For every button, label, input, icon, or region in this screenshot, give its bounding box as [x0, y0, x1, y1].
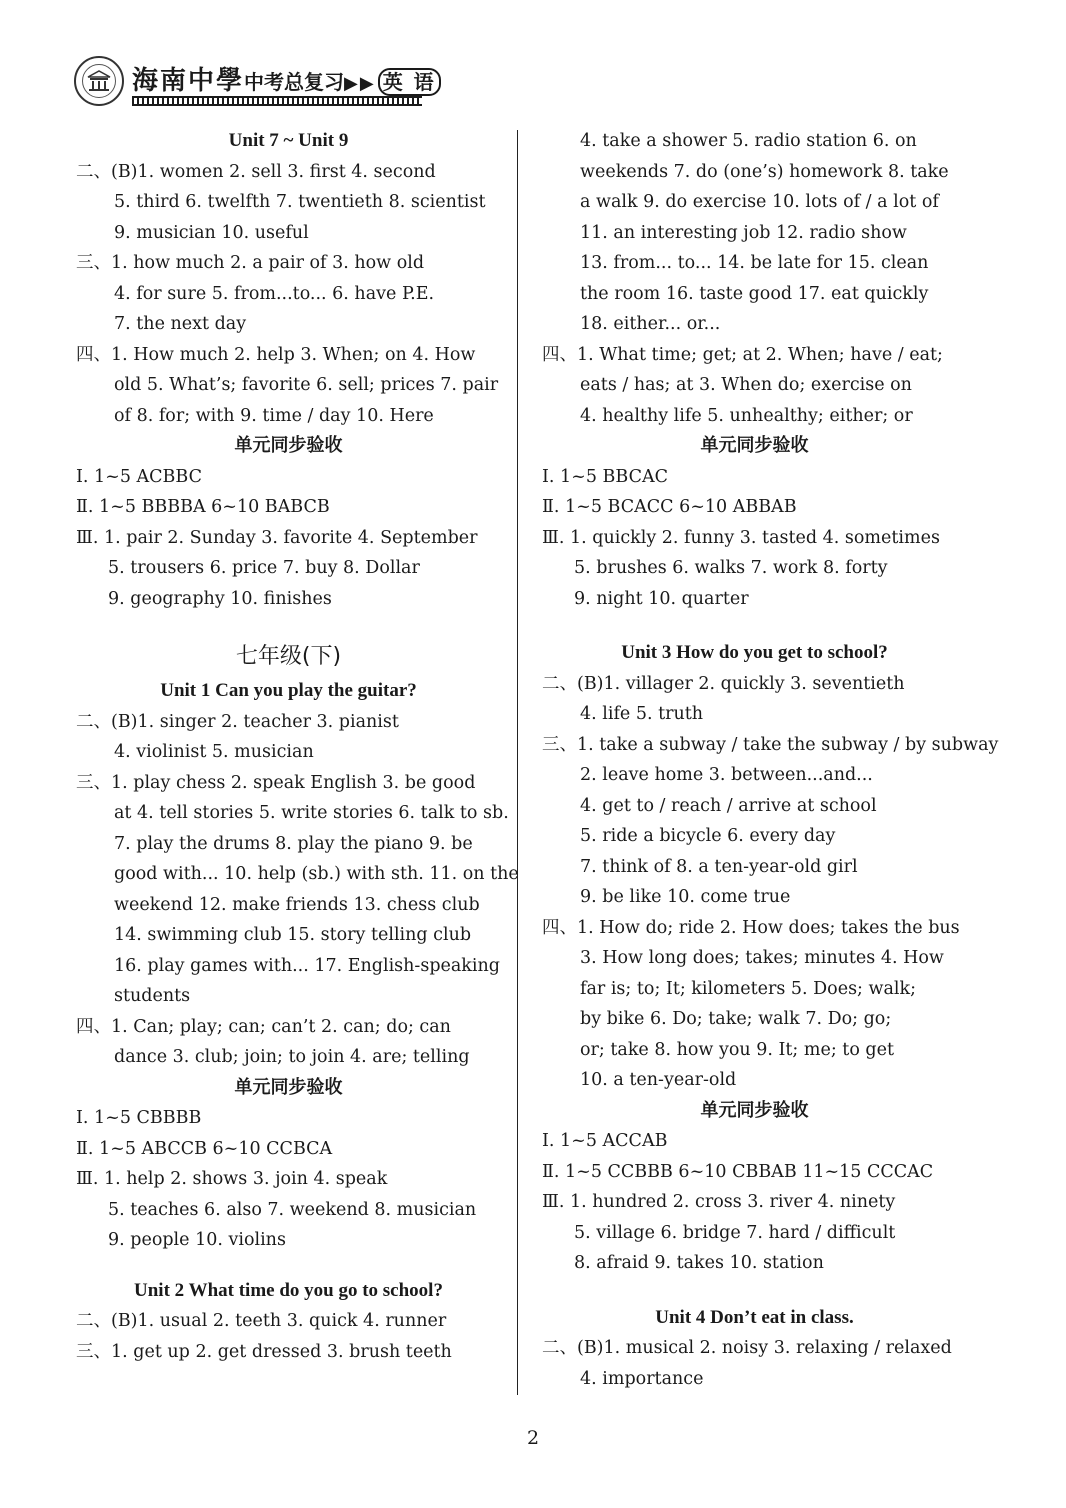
- page-header: [74, 56, 436, 108]
- section-heading: 单元同步验收: [700, 435, 809, 456]
- answer-line: 5. third 6. twelfth 7. twentieth 8. scientist: [114, 192, 486, 212]
- answer-line: Ⅰ. 1~5 BBCAC: [542, 466, 668, 487]
- answer-line: 13. from... to... 14. be late for 15. clean: [580, 253, 929, 273]
- answer-line: 9. night 10. quarter: [574, 588, 749, 609]
- answer-line: 二、(B)1. usual 2. teeth 3. quick 4. runner: [76, 1311, 447, 1331]
- answer-line: good with... 10. help (sb.) with sth. 11. on the: [114, 864, 519, 884]
- answer-line: Ⅲ. 1. hundred 2. cross 3. river 4. ninety: [542, 1192, 896, 1212]
- answer-line: 9. people 10. violins: [108, 1230, 286, 1250]
- answer-line: 二、(B)1. villager 2. quickly 3. seventieth: [542, 673, 905, 694]
- answer-line: 7. the next day: [114, 314, 247, 334]
- left-column: [76, 126, 519, 1367]
- answer-line: Ⅱ. 1~5 CCBBB 6~10 CBBAB 11~15 CCCAC: [542, 1161, 934, 1182]
- subject-badge: 英 语: [378, 68, 441, 96]
- answer-line: 三、1. get up 2. get dressed 3. brush teeth: [76, 1341, 452, 1362]
- answer-line: 5. trousers 6. price 7. buy 8. Dollar: [108, 558, 420, 578]
- unit-title: Unit 7 ~ Unit 9: [228, 130, 349, 151]
- answer-line: 四、1. How much 2. help 3. When; on 4. How: [76, 344, 476, 365]
- answer-line: 二、(B)1. women 2. sell 3. first 4. second: [76, 161, 436, 182]
- answer-line: 11. an interesting job 12. radio show: [580, 222, 907, 243]
- answer-line: old 5. What’s; favorite 6. sell; prices 7. pair: [114, 375, 499, 395]
- answer-line: by bike 6. Do; take; walk 7. Do; go;: [580, 1009, 892, 1029]
- answer-line: 3. How long does; takes; minutes 4. How: [580, 948, 944, 968]
- unit-title: Unit 4 Don’t eat in class.: [655, 1306, 854, 1328]
- brand-name: 海南中學: [132, 66, 245, 96]
- header-title: [132, 60, 441, 97]
- answer-line: 7. play the drums 8. play the piano 9. be: [114, 833, 473, 854]
- answer-line: 14. swimming club 15. story telling club: [114, 925, 472, 945]
- answer-line: or; take 8. how you 9. It; me; to get: [580, 1039, 895, 1060]
- answer-line: 5. village 6. bridge 7. hard / difficult: [574, 1222, 896, 1243]
- answer-line: 5. ride a bicycle 6. every day: [580, 826, 836, 846]
- answer-line: 4. take a shower 5. radio station 6. on: [580, 131, 917, 151]
- unit-title: Unit 1 Can you play the guitar?: [160, 680, 417, 701]
- answer-line: 三、1. take a subway / take the subway / by subway: [542, 734, 999, 755]
- answer-line: 9. musician 10. useful: [114, 222, 309, 243]
- answer-line: students: [114, 986, 191, 1006]
- answer-line: at 4. tell stories 5. write stories 6. talk to sb.: [114, 803, 509, 823]
- unit-title: Unit 3 How do you get to school?: [621, 642, 888, 663]
- answer-line: 四、1. Can; play; can; can’t 2. can; do; can: [76, 1016, 451, 1037]
- answer-line: 三、1. play chess 2. speak English 3. be good: [76, 772, 476, 793]
- answer-line: 4. get to / reach / arrive at school: [580, 795, 877, 816]
- answer-line: the room 16. taste good 17. eat quickly: [580, 283, 929, 304]
- answer-line: 二、(B)1. singer 2. teacher 3. pianist: [76, 711, 399, 732]
- answer-line: 5. teaches 6. also 7. weekend 8. musician: [108, 1199, 477, 1220]
- unit-title: Unit 2 What time do you go to school?: [134, 1279, 443, 1301]
- right-column: [542, 126, 999, 1394]
- answer-line: 5. brushes 6. walks 7. work 8. forty: [574, 558, 888, 578]
- answer-line: Ⅰ. 1~5 ACCAB: [542, 1131, 668, 1151]
- answer-line: 4. for sure 5. from...to... 6. have P.E.: [114, 283, 435, 304]
- arrow-icon: ▶▶: [344, 73, 376, 94]
- answer-line: 16. play games with... 17. English-speaking: [114, 955, 500, 976]
- answer-line: 三、1. how much 2. a pair of 3. how old: [76, 253, 425, 273]
- answer-line: eats / has; at 3. When do; exercise on: [580, 375, 912, 395]
- section-heading: 单元同步验收: [234, 1076, 343, 1098]
- answer-line: Ⅲ. 1. quickly 2. funny 3. tasted 4. sometimes: [542, 527, 940, 548]
- answer-line: of 8. for; with 9. time / day 10. Here: [114, 405, 434, 426]
- section-heading: 单元同步验收: [700, 1099, 809, 1121]
- answer-line: 4. violinist 5. musician: [114, 742, 314, 762]
- answer-line: weekends 7. do (one’s) homework 8. take: [580, 161, 949, 182]
- answer-line: 4. life 5. truth: [580, 704, 704, 724]
- answer-line: 18. either... or...: [580, 314, 721, 334]
- answer-line: weekend 12. make friends 13. chess club: [114, 894, 480, 915]
- page-number: 2: [526, 1427, 540, 1449]
- answer-line: Ⅱ. 1~5 BBBBA 6~10 BABCB: [76, 497, 330, 517]
- answer-line: Ⅲ. 1. help 2. shows 3. join 4. speak: [76, 1169, 388, 1189]
- answer-line: Ⅱ. 1~5 BCACC 6~10 ABBAB: [542, 497, 797, 517]
- column-divider: [517, 130, 518, 1395]
- section-heading: 单元同步验收: [234, 435, 343, 456]
- book-subtitle: 中考总复习: [244, 70, 345, 94]
- answer-line: 四、1. How do; ride 2. How does; takes the bus: [542, 917, 960, 938]
- answer-line: 10. a ten-year-old: [580, 1070, 737, 1090]
- answer-line: 4. importance: [580, 1368, 704, 1389]
- answer-line: Ⅲ. 1. pair 2. Sunday 3. favorite 4. September: [76, 527, 478, 548]
- answer-line: Ⅱ. 1~5 ABCCB 6~10 CCBCA: [76, 1138, 333, 1159]
- answer-line: far is; to; It; kilometers 5. Does; walk;: [580, 978, 917, 999]
- answer-line: Ⅰ. 1~5 ACBBC: [76, 466, 202, 487]
- building-icon: [86, 70, 112, 92]
- answer-line: 四、1. What time; get; at 2. When; have / eat;: [542, 344, 943, 365]
- answer-line: 7. think of 8. a ten-year-old girl: [580, 856, 858, 877]
- answer-line: dance 3. club; join; to join 4. are; telling: [114, 1047, 470, 1067]
- answer-line: 8. afraid 9. takes 10. station: [574, 1253, 824, 1273]
- answer-line: Ⅰ. 1~5 CBBBB: [76, 1108, 202, 1128]
- header-rule: [132, 96, 422, 106]
- answer-line: 二、(B)1. musical 2. noisy 3. relaxing / relaxed: [542, 1338, 952, 1358]
- grade-heading: 七年级(下): [235, 644, 342, 669]
- answer-line: 2. leave home 3. between...and...: [580, 765, 873, 785]
- answer-line: 4. healthy life 5. unhealthy; either; or: [580, 405, 913, 426]
- answer-line: 9. be like 10. come true: [580, 887, 791, 907]
- answer-line: a walk 9. do exercise 10. lots of / a lot of: [580, 192, 939, 212]
- answer-line: 9. geography 10. finishes: [108, 588, 332, 609]
- school-logo: [74, 56, 124, 106]
